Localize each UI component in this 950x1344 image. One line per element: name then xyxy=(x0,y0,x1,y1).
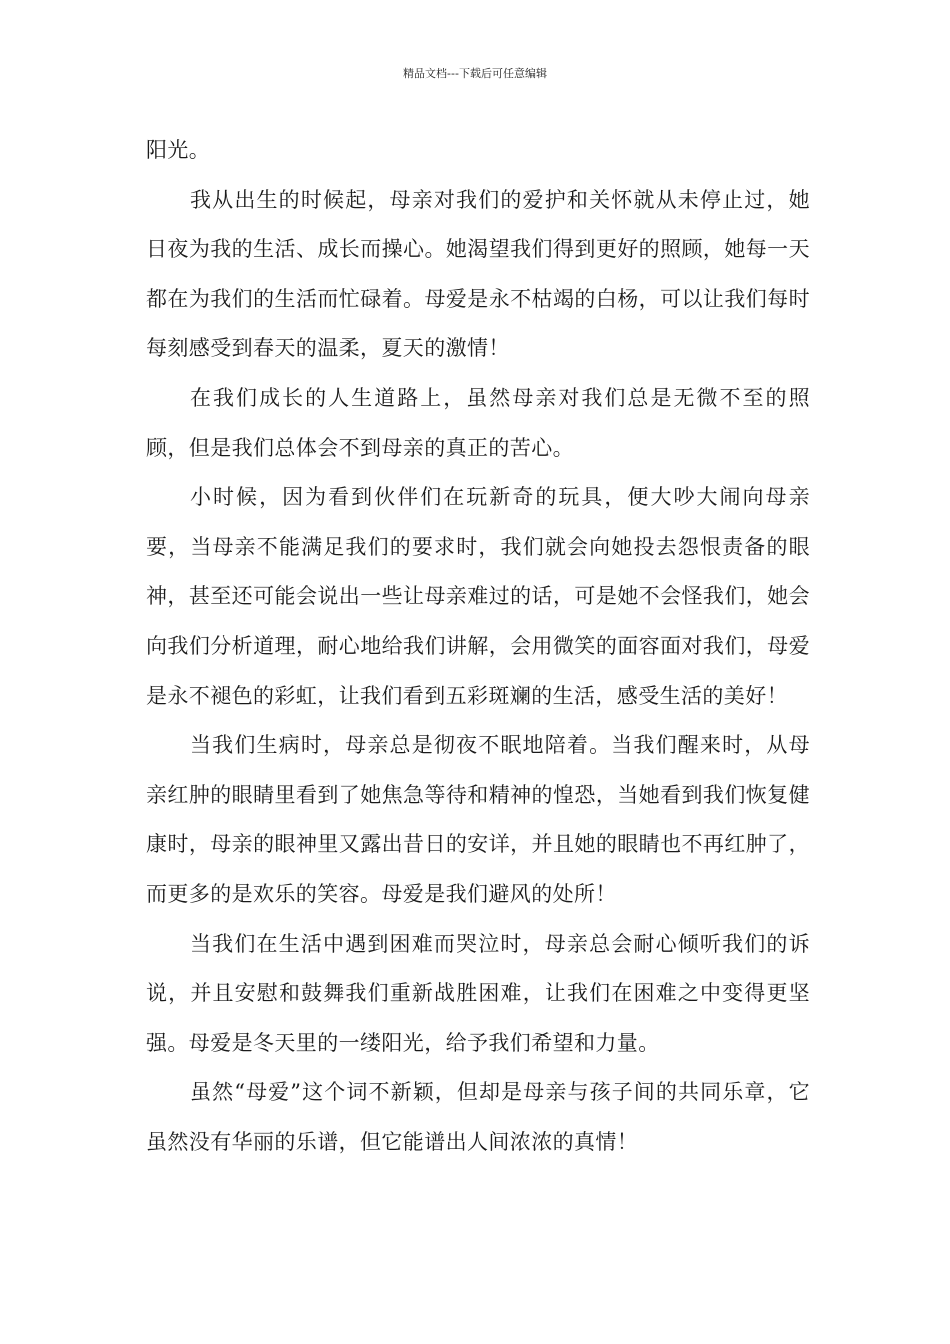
document-body xyxy=(146,126,810,1167)
paragraph: 小时候，因为看到伙伴们在玩新奇的玩具，便大吵大闹向母亲要，当母亲不能满足我们的要求时，我们就会向她投去怨恨责备的眼神，甚至还可能会说出一些让母亲难过的话，可是她不会怪我们，她会向我们分析道理，耐心地给我们讲解，会用微笑的面容面对我们，母爱是永不褪色的彩虹，让我们看到五彩斑斓的生活，感受生活的美好！ xyxy=(146,485,810,708)
paragraph-continuation: 阳光。 xyxy=(146,138,211,162)
paragraph: 虽然“母爱”这个词不新颖，但却是母亲与孩子间的共同乐章，它虽然没有华丽的乐谱，但它能谱出人间浓浓的真情！ xyxy=(146,1080,810,1154)
paragraph: 当我们生病时，母亲总是彻夜不眠地陪着。当我们醒来时，从母亲红肿的眼睛里看到了她焦急等待和精神的惶恐，当她看到我们恢复健康时，母亲的眼神里又露出昔日的安详，并且她的眼睛也不再红肿了，而更多的是欢乐的笑容。母爱是我们避风的处所！ xyxy=(146,733,810,906)
page-header: 精品文档---下载后可任意编辑 xyxy=(403,67,547,80)
paragraph: 当我们在生活中遇到困难而哭泣时，母亲总会耐心倾听我们的诉说，并且安慰和鼓舞我们重新战胜困难，让我们在困难之中变得更坚强。母爱是冬天里的一缕阳光，给予我们希望和力量。 xyxy=(146,931,810,1055)
paragraph: 我从出生的时候起，母亲对我们的爱护和关怀就从未停止过，她日夜为我的生活、成长而操心。她渴望我们得到更好的照顾，她每一天都在为我们的生活而忙碌着。母爱是永不枯竭的白杨，可以让我们每时每刻感受到春天的温柔，夏天的激情！ xyxy=(146,187,810,361)
paragraph: 在我们成长的人生道路上，虽然母亲对我们总是无微不至的照顾，但是我们总体会不到母亲的真正的苦心。 xyxy=(146,385,810,460)
